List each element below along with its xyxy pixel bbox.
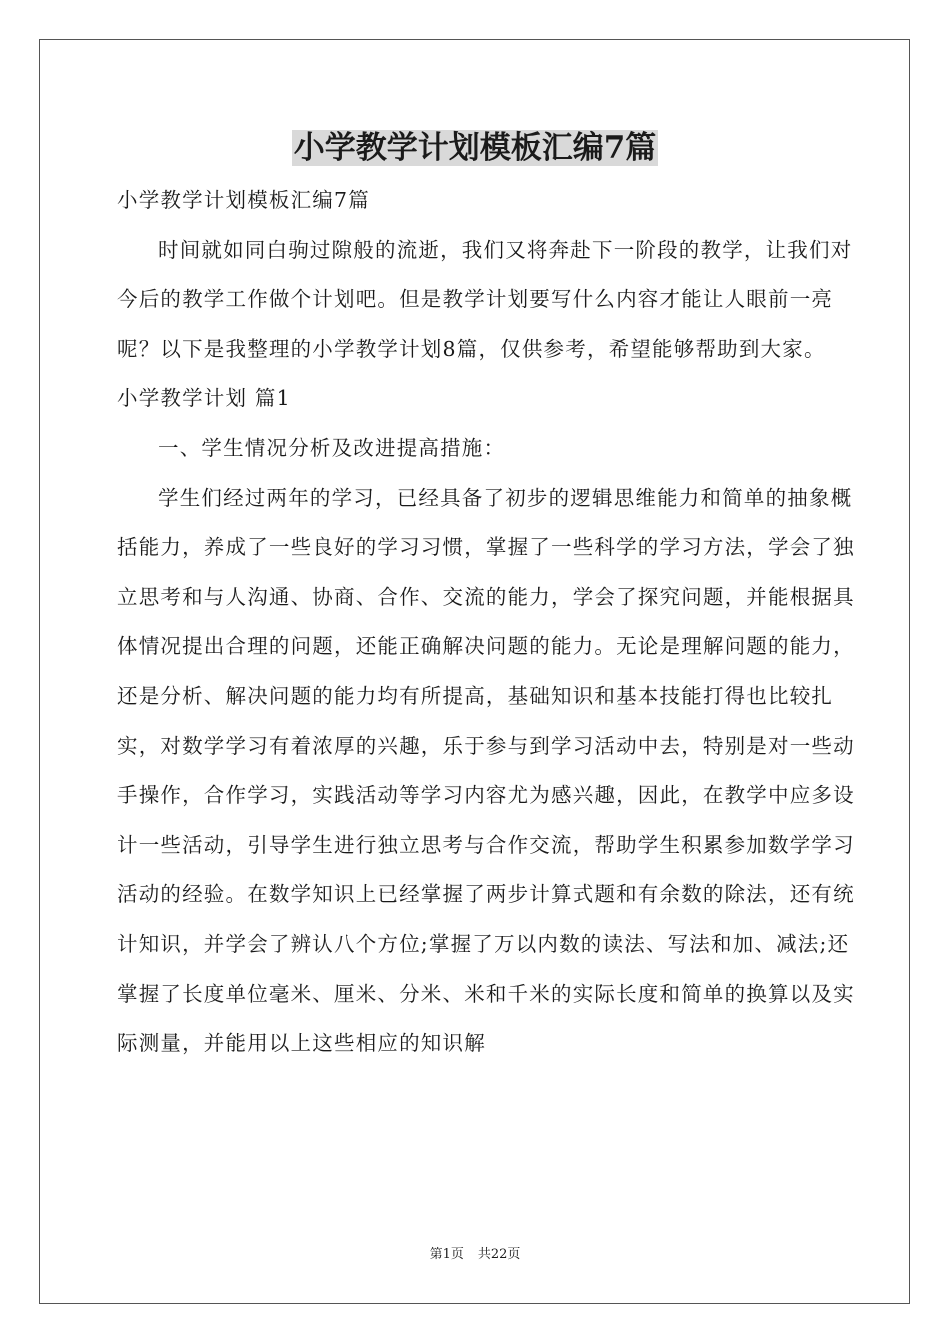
section-heading: 小学教学计划 篇1 (117, 386, 291, 411)
subsection-heading: 一、学生情况分析及改进提高措施： (158, 435, 506, 460)
document-title (0, 126, 950, 170)
page-number-current: 第1页 (429, 1247, 464, 1262)
document-title-text: 小学教学计划模板汇编7篇 (293, 130, 657, 166)
subtitle-paragraph: 小学教学计划模板汇编7篇 (117, 188, 370, 212)
page-footer (0, 1246, 950, 1264)
body-paragraph: 学生们经过两年的学习，已经具备了初步的逻辑思维能力和简单的抽象概括能力，养成了一些良好的学习习惯，掌握了一些科学的学习方法，学会了独立思考和与人沟通、协商、合作、交流的能力，学会了探究问题，并能根据具体情况提出合理的问题，还能正确解决问题的能力。无论是理解问题的能力，还是分析、解决问题的能力均有所提高，基础知识和基本技能打得也比较扎实，对数学学习有着浓厚的兴趣，乐于参与到学习活动中去，特别是对一些动手操作，合作学习，实践活动等学习内容尤为感兴趣，因此，在教学中应多设计一些活动，引导学生进行独立思考与合作交流，帮助学生积累参加数学学习活动的经验。在数学知识上已经掌握了两步计算式题和有余数的除法，还有统计知识，并学会了辨认八个方位;掌握了万以内数的读法、写法和加、减法;还掌握了长度单位毫米、厘米、分米、米和千米的实际长度和简单的换算以及实际测量，并能用以上这些相应的知识解 (117, 485, 855, 1056)
page-number-total: 共22页 (477, 1247, 521, 1262)
document-body (117, 176, 857, 1069)
intro-paragraph: 时间就如同白驹过隙般的流逝，我们又将奔赴下一阶段的教学，让我们对今后的教学工作做个计划吧。但是教学计划要写什么内容才能让人眼前一亮呢？以下是我整理的小学教学计划8篇，仅供参考，希望能够帮助到大家。 (117, 237, 853, 361)
